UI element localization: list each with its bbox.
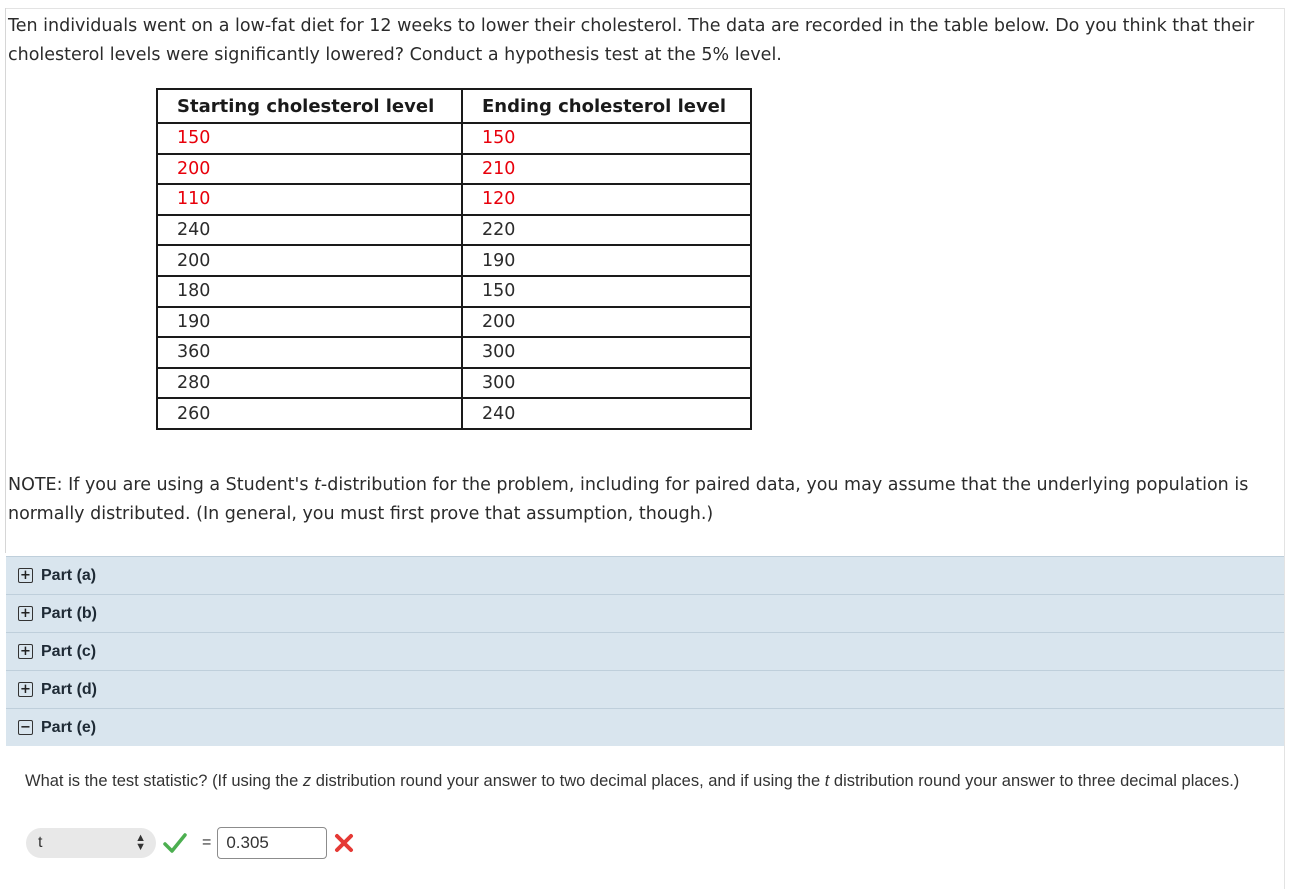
table-cell: 240 xyxy=(157,215,462,246)
part-e-header[interactable] xyxy=(6,708,1284,746)
note-text-continued: -distribution for the problem, including for paired data, you may assume that the underlying population is normally distributed. (In general, you must first prove that assumption, though.) xyxy=(8,475,1249,524)
question-part: distribution round your answer to two decimal places, and if using the xyxy=(311,772,825,790)
cross-icon xyxy=(333,832,355,854)
table-row xyxy=(157,123,751,154)
part-label: Part (a) xyxy=(41,566,97,584)
test-statistic-input[interactable] xyxy=(217,827,327,859)
table-cell: 150 xyxy=(157,123,462,154)
plus-icon[interactable]: + xyxy=(18,644,33,659)
table-row xyxy=(157,154,751,185)
table-cell: 110 xyxy=(157,184,462,215)
assumption-note xyxy=(8,471,1278,529)
table-cell: 210 xyxy=(462,154,751,185)
table-cell: 180 xyxy=(157,276,462,307)
table-cell: 220 xyxy=(462,215,751,246)
note-t-symbol: t xyxy=(314,475,321,495)
panel-border-right xyxy=(1284,8,1285,889)
equals-sign: = xyxy=(202,834,212,851)
distribution-select[interactable] xyxy=(26,828,156,858)
table-cell: 150 xyxy=(462,123,751,154)
minus-icon[interactable]: − xyxy=(18,720,33,735)
check-icon xyxy=(162,830,188,856)
table-cell: 200 xyxy=(157,154,462,185)
panel-border-left xyxy=(5,8,6,553)
table-row xyxy=(157,368,751,399)
plus-icon[interactable]: + xyxy=(18,568,33,583)
table-cell: 280 xyxy=(157,368,462,399)
table-cell: 150 xyxy=(462,276,751,307)
question-part: What is the test statistic? (If using the xyxy=(25,772,303,790)
part-c-header[interactable] xyxy=(6,632,1284,670)
answer-row xyxy=(26,826,355,860)
panel-border-top xyxy=(5,8,1285,9)
table-row xyxy=(157,245,751,276)
t-symbol: t xyxy=(824,772,830,790)
part-label: Part (c) xyxy=(41,642,97,660)
select-arrows-icon: ▲ ▼ xyxy=(135,832,146,853)
plus-icon[interactable]: + xyxy=(18,606,33,621)
table-row xyxy=(157,276,751,307)
parts-accordion xyxy=(6,556,1284,746)
question-part: distribution round your answer to three decimal places.) xyxy=(829,772,1240,790)
z-symbol: z xyxy=(302,772,312,790)
table-row xyxy=(157,337,751,368)
plus-icon[interactable]: + xyxy=(18,682,33,697)
column-header-ending: Ending cholesterol level xyxy=(462,89,751,123)
note-text: NOTE: If you are using a Student's xyxy=(8,475,315,495)
part-b-header[interactable] xyxy=(6,594,1284,632)
table-row xyxy=(157,215,751,246)
distribution-select-value: t xyxy=(38,834,43,851)
cholesterol-table xyxy=(156,88,752,430)
table-cell: 240 xyxy=(462,398,751,429)
problem-intro: Ten individuals went on a low-fat diet for 12 weeks to lower their cholesterol. The data are recorded in the table below. Do you think that their cholesterol levels were significantly lowered? Conduct a hypothesis test at the 5% level. xyxy=(8,16,1255,65)
table-cell: 190 xyxy=(462,245,751,276)
table-cell: 360 xyxy=(157,337,462,368)
table-cell: 300 xyxy=(462,337,751,368)
table-cell: 260 xyxy=(157,398,462,429)
table-cell: 200 xyxy=(462,307,751,338)
part-a-header[interactable] xyxy=(6,556,1284,594)
table-cell: 120 xyxy=(462,184,751,215)
table-cell: 300 xyxy=(462,368,751,399)
question-text xyxy=(25,768,1275,794)
column-header-starting: Starting cholesterol level xyxy=(157,89,462,123)
table-header-row xyxy=(157,89,751,123)
table-cell: 190 xyxy=(157,307,462,338)
test-statistic-value: 0.305 xyxy=(226,833,269,852)
table-cell: 200 xyxy=(157,245,462,276)
part-d-header[interactable] xyxy=(6,670,1284,708)
part-label: Part (d) xyxy=(41,680,97,698)
part-label: Part (e) xyxy=(41,718,97,736)
table-row xyxy=(157,307,751,338)
table-row xyxy=(157,398,751,429)
table-row xyxy=(157,184,751,215)
part-label: Part (b) xyxy=(41,604,97,622)
